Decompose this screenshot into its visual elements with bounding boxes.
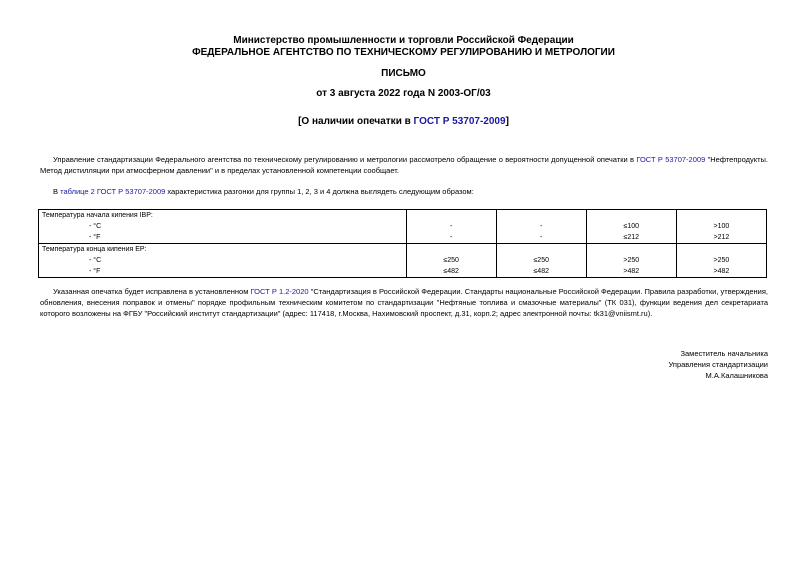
table-cell: ≤100	[586, 221, 676, 232]
table-cell: ≤482	[496, 266, 586, 278]
table-cell	[586, 210, 676, 222]
table-row-label: - °C	[39, 221, 407, 232]
p1-text-start: Управление стандартизации Федерального агентства по техническому регулированию и метрологии рассмотрело обращение о вероятности допущенной опечатки в	[53, 155, 637, 164]
signature-name: М.А.Калашникова	[705, 371, 768, 380]
p1-gost-link[interactable]: ГОСТ Р 53707-2009	[636, 155, 706, 164]
subject-gost-link[interactable]: ГОСТ Р 53707-2009	[413, 116, 506, 127]
signature-department: Управления стандартизации	[668, 360, 768, 369]
table-row	[39, 221, 767, 232]
p2-text-start: В	[53, 187, 61, 196]
table-cell	[406, 210, 496, 222]
distillation-table	[38, 209, 767, 278]
subject-suffix: ]	[505, 116, 509, 127]
table-cell: >250	[676, 255, 766, 266]
table-row-label: - °F	[39, 232, 407, 244]
table-row-label: Температура начала кипения IBP:	[39, 210, 407, 222]
table-row-label: Температура конца кипения EP:	[39, 244, 407, 256]
subject-prefix: [О наличии опечатки в	[298, 116, 414, 127]
document-subject	[0, 116, 807, 127]
table-cell: ≤482	[406, 266, 496, 278]
table-cell: -	[406, 232, 496, 244]
table-cell: >100	[676, 221, 766, 232]
table-cell: -	[496, 232, 586, 244]
table-cell: -	[406, 221, 496, 232]
paragraph-2	[40, 186, 768, 197]
table-cell: ≤212	[586, 232, 676, 244]
table-cell	[586, 244, 676, 256]
signature-position: Заместитель начальника	[680, 349, 768, 358]
table-cell: >482	[676, 266, 766, 278]
table-cell	[496, 210, 586, 222]
table-row	[39, 266, 767, 278]
table-row	[39, 244, 767, 256]
table-cell: ≤250	[496, 255, 586, 266]
p2-text-end: характеристика разгонки для группы 1, 2, 3 и 4 должна выглядеть следующим образом:	[165, 187, 474, 196]
table-row-label: - °F	[39, 266, 407, 278]
p1-text-end: "Нефтепродукты. Метод дистилляции при атмосферном давлении" и в пределах установленной компетенции сообщает.	[40, 155, 768, 175]
paragraph-3	[40, 286, 768, 319]
table-row	[39, 232, 767, 244]
table-row-label: - °C	[39, 255, 407, 266]
p2-table-link[interactable]: таблице 2 ГОСТ Р 53707-2009	[60, 187, 166, 196]
agency-name: ФЕДЕРАЛЬНОЕ АГЕНТСТВО ПО ТЕХНИЧЕСКОМУ РЕГУЛИРОВАНИЮ И МЕТРОЛОГИИ	[192, 47, 615, 58]
p3-text-start: Указанная опечатка будет исправлена в установленном	[53, 287, 251, 296]
document-date: от 3 августа 2022 года N 2003-ОГ/03	[316, 88, 491, 99]
table-cell	[676, 210, 766, 222]
table-cell: >250	[586, 255, 676, 266]
table-row	[39, 255, 767, 266]
table-cell: >212	[676, 232, 766, 244]
table-row	[39, 210, 767, 222]
table-cell	[496, 244, 586, 256]
document-type: ПИСЬМО	[381, 68, 426, 79]
paragraph-1	[40, 154, 768, 176]
table-cell	[406, 244, 496, 256]
p3-text-end: "Стандартизация в Российской Федерации. Стандарты национальные Российской Федерации. Правила разработки, утверждения, обновления, внесения поправок и отмены" порядке профильным техническим комитетом по стандартизации "Нефтяные топлива и смазочные материалы" (ТК 031), функции ведения дел секретариата которого возложены на ФГБУ "Российский институт стандартизации" (адрес: 117418, г.Москва, Нахимовский проспект, д.31, корп.2; адрес электронной почты: tk31@vniismt.ru).	[40, 287, 769, 318]
p3-gost-link[interactable]: ГОСТ Р 1.2-2020	[250, 287, 309, 296]
table-cell	[676, 244, 766, 256]
table-cell: >482	[586, 266, 676, 278]
table-cell: ≤250	[406, 255, 496, 266]
ministry-name: Министерство промышленности и торговли Российской Федерации	[233, 35, 574, 46]
table-cell: -	[496, 221, 586, 232]
